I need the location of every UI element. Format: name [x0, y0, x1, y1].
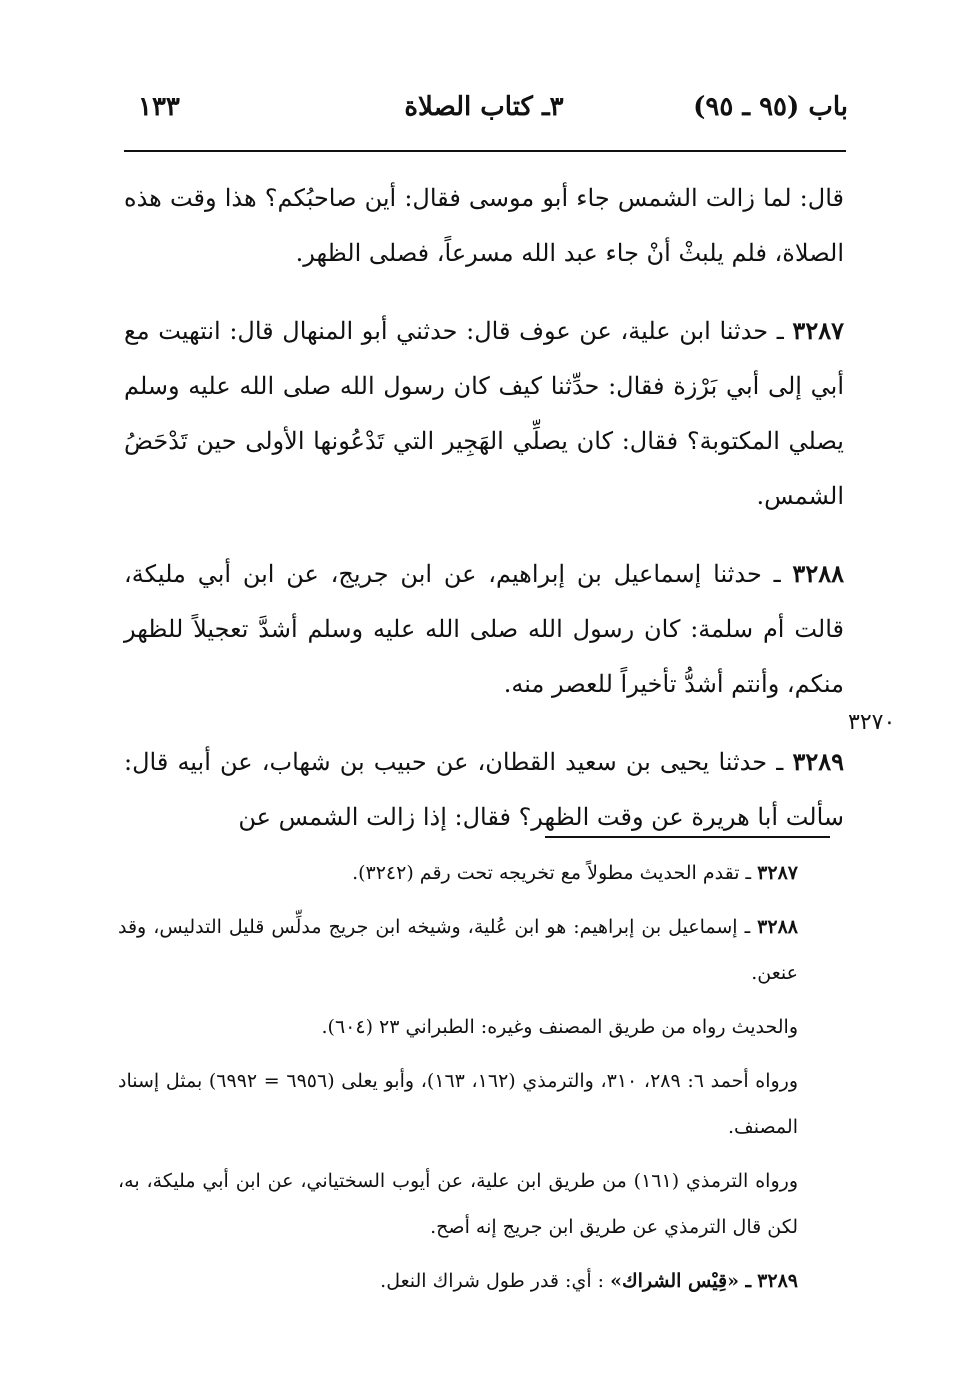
footnote-text: : أي: قدر طول شراك النعل. [380, 1270, 605, 1292]
hadith-number: ٣٢٨٨ [792, 559, 844, 588]
footnotes [118, 850, 798, 1312]
footnote-3288-tirmidhi [118, 1158, 798, 1250]
paragraph-text: ـ حدثنا ابن علية، عن عوف قال: حدثني أبو المنهال قال: انتهيت مع أبي إلى أبي بَرْزة فقال: حدِّثنا كيف كان رسول الله صلى الله عليه وسلم يصلي المكتوبة؟ فقال: كان يصلِّي الهَجِير التي تَدْعُونها الأولى حين تَدْحَضُ الشمس. [124, 317, 844, 510]
footnote-number: ٣٢٨٧ [757, 862, 798, 884]
hadith-3288 [124, 546, 844, 712]
chapter-heading: باب (٩٥ ـ ٩٥) [693, 92, 848, 122]
footnote-number: ٣٢٨٨ [757, 916, 798, 938]
hadith-3287 [124, 303, 844, 524]
paragraph-text: ـ حدثنا يحيى بن سعيد القطان، عن حبيب بن شهاب، عن أبيه قال: سألت أبا هريرة عن وقت الظهر؟ فقال: إذا زالت الشمس عن [124, 748, 844, 831]
page-header [120, 92, 848, 142]
footnote-text: ورواه أحمد ٦: ٢٨٩، ٣١٠، والترمذي (١٦٢، ١٦٣)، وأبو يعلى (٦٩٥٦ = ٦٩٩٢) بمثل إسناد المصنف. [118, 1070, 799, 1138]
hadith-3289 [124, 734, 844, 845]
footnote-text: ـ تقدم الحديث مطولاً مع تخريجه تحت رقم (٣٢٤٢). [352, 862, 752, 884]
footnote-text: والحديث رواه من طريق المصنف وغيره: الطبراني ٢٣ (٦٠٤). [321, 1016, 798, 1038]
hadith-number: ٣٢٨٩ [792, 747, 844, 776]
footnote-3288-ahmad [118, 1058, 798, 1150]
footnote-3289 [118, 1258, 798, 1304]
footnote-number: ٣٢٨٩ [757, 1270, 798, 1292]
header-divider [124, 150, 846, 152]
paragraph-text: قال: لما زالت الشمس جاء أبو موسى فقال: أين صاحبُكم؟ هذا وقت هذه الصلاة، فلم يلبثْ أنْ جاء عبد الله مسرعاً، فصلى الظهر. [124, 184, 844, 267]
margin-reference-number: ٣٢٧٠ [848, 710, 896, 735]
footnote-text: ورواه الترمذي (١٦١) من طريق ابن علية، عن أيوب السختياني، عن ابن أبي مليكة، به، لكن قال الترمذي عن طريق ابن جريج إنه أصح. [118, 1170, 798, 1238]
paragraph-continuation [124, 170, 844, 281]
main-text [124, 170, 844, 867]
paragraph-text: ـ حدثنا إسماعيل بن إبراهيم، عن ابن جريج، عن ابن أبي مليكة، قالت أم سلمة: كان رسول الله صلى الله عليه وسلم أشدَّ تعجيلاً للظهر منكم، وأنتم أشدُّ تأخيراً للعصر منه. [124, 560, 844, 698]
footnote-3287 [118, 850, 798, 896]
footnote-term: ـ «قِيْس الشراك» [610, 1270, 752, 1292]
footnote-text: ـ إسماعيل بن إبراهيم: هو ابن عُلية، وشيخه ابن جريج مدلِّس قليل التدليس، وقد عنعن. [118, 916, 798, 984]
hadith-number: ٣٢٨٧ [792, 316, 844, 345]
page-number: ١٣٣ [138, 92, 180, 122]
book-heading: ٣ـ كتاب الصلاة [404, 92, 564, 122]
footnote-3288 [118, 904, 798, 996]
footnote-divider [545, 836, 830, 838]
footnote-3288-source [118, 1004, 798, 1050]
